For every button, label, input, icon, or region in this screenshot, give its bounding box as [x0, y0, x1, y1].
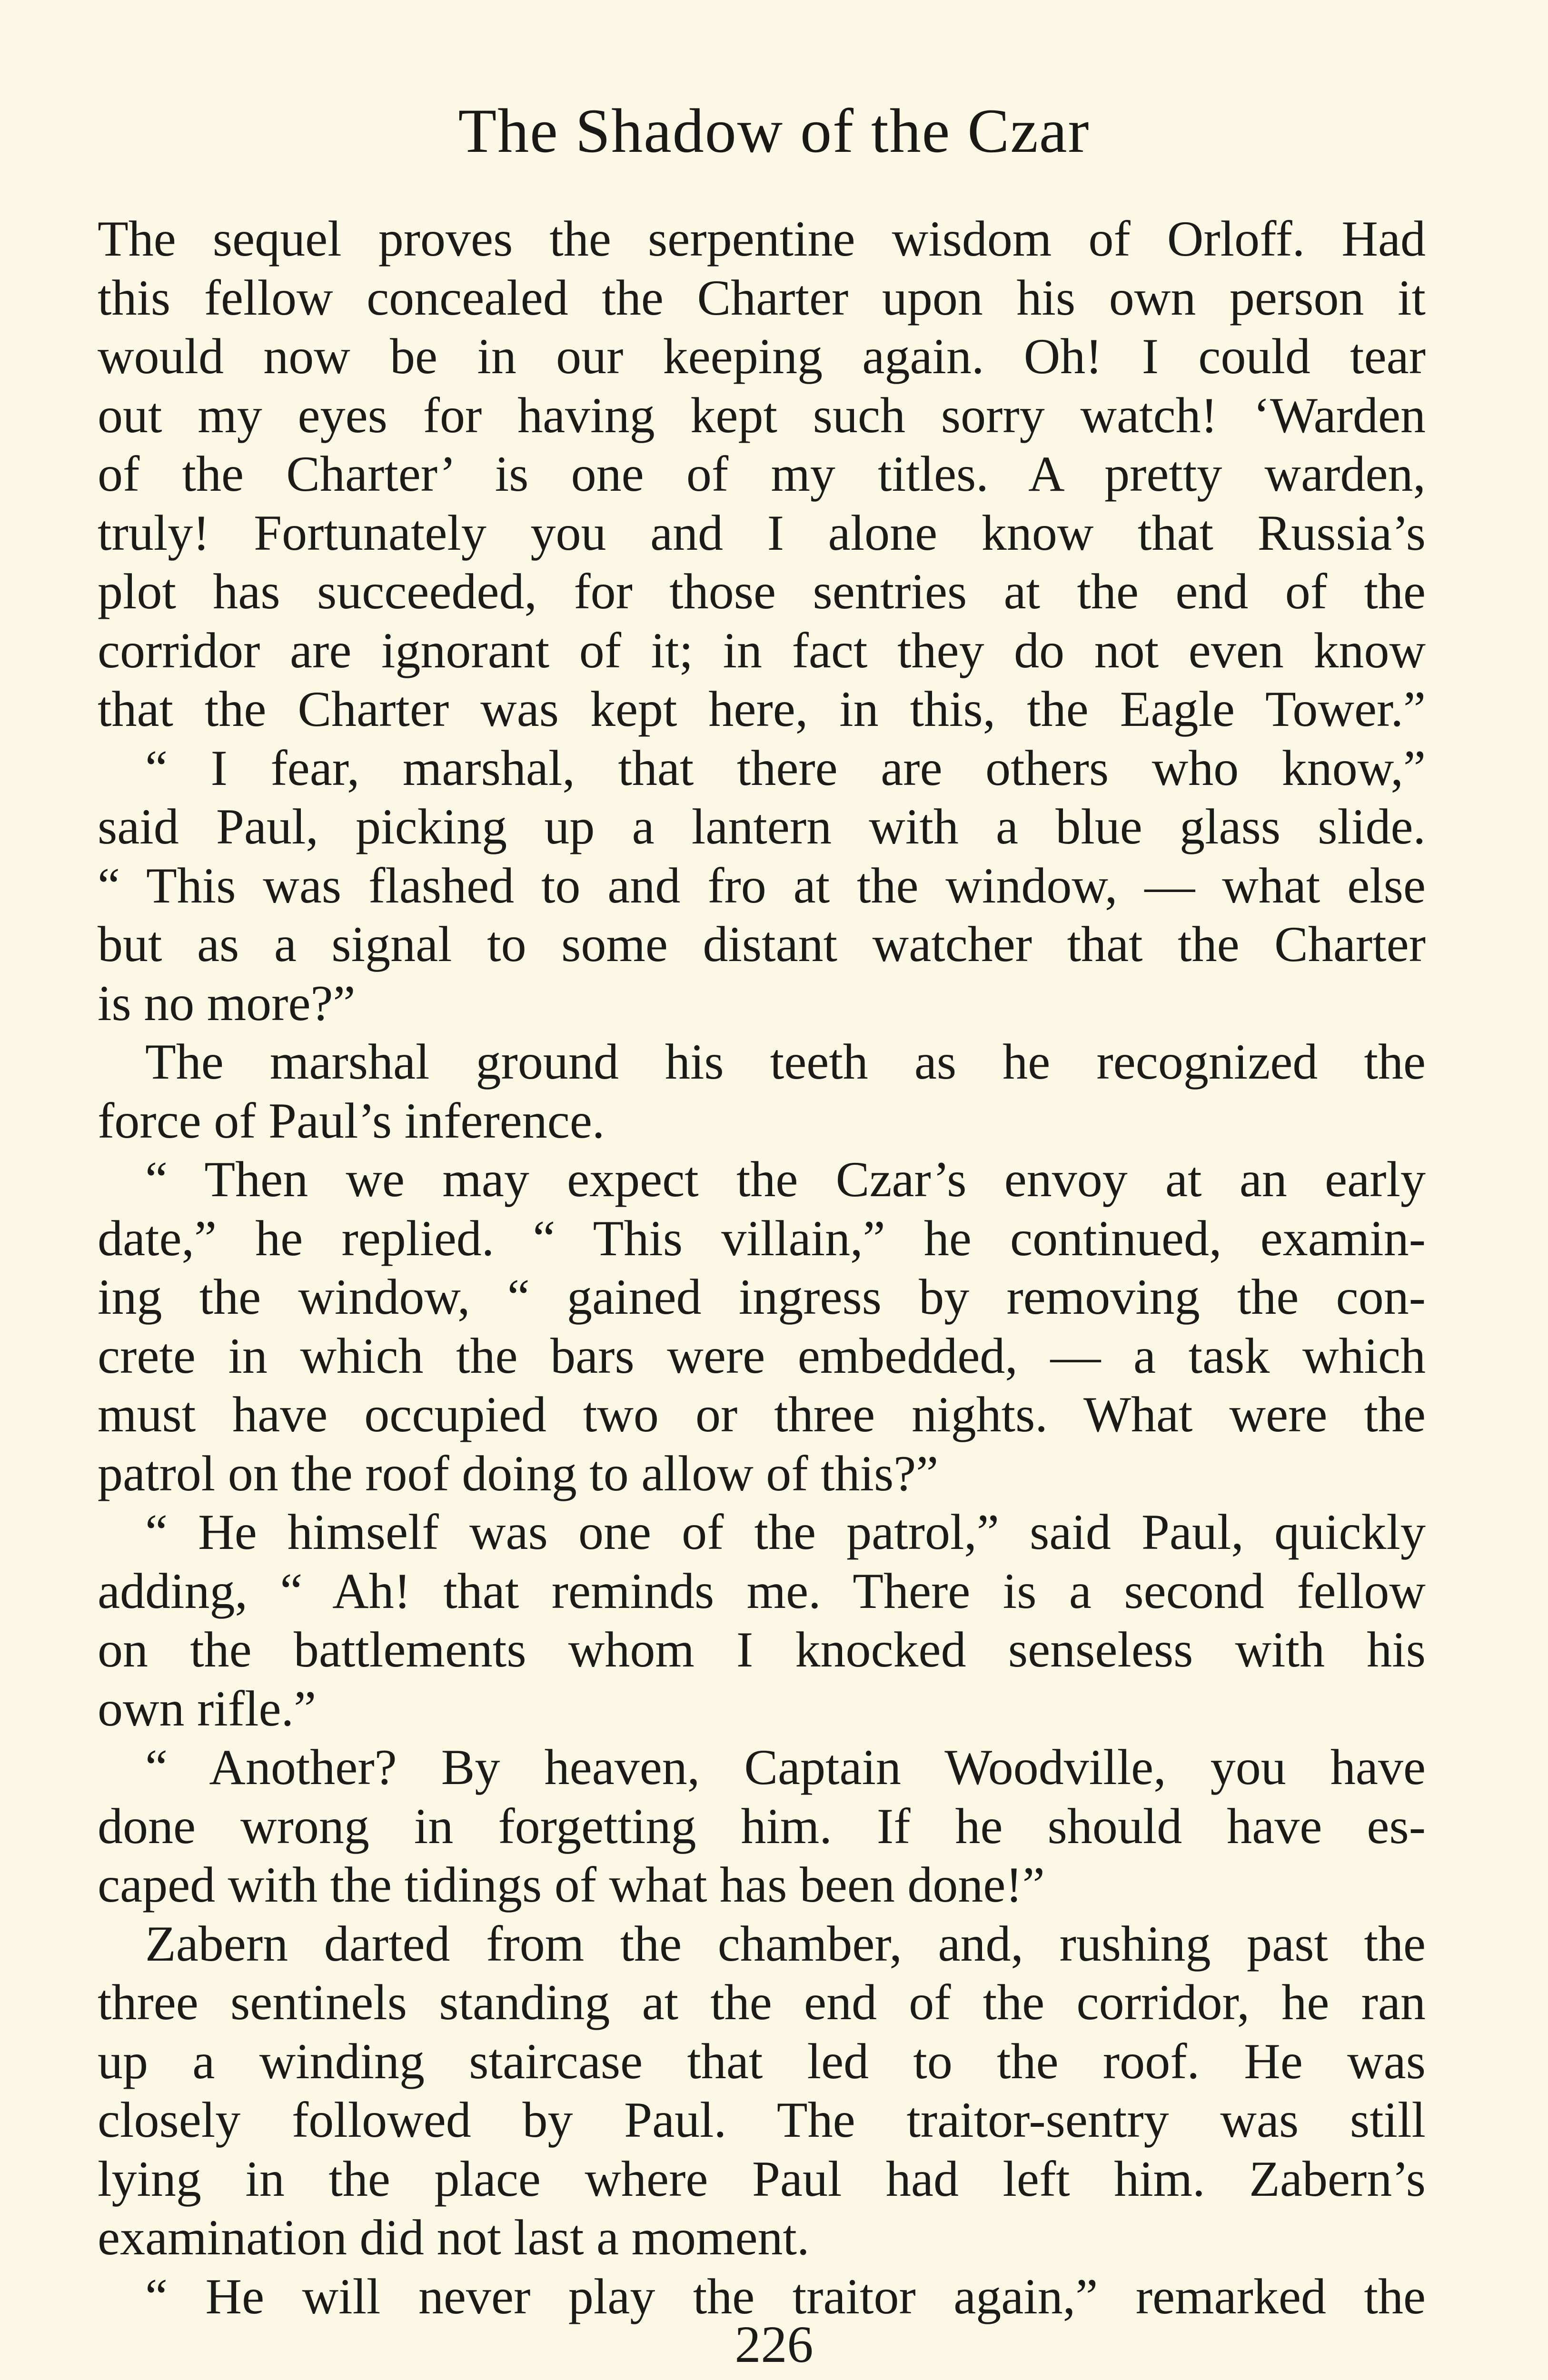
- text-line: plot has succeeded, for those sentries at the end of the: [98, 564, 1426, 619]
- text-line: lying in the place where Paul had left him. Zabern’s: [98, 2151, 1426, 2207]
- text-line: “ Then we may expect the Czar’s envoy at an early: [145, 1151, 1426, 1207]
- text-line: “ He will never play the traitor again,” remarked the: [145, 2268, 1426, 2324]
- body-text: [98, 209, 1426, 2326]
- text-line: closely followed by Paul. The traitor-sentry was still: [98, 2092, 1426, 2148]
- text-line: patrol on the roof doing to allow of this?”: [98, 1445, 939, 1501]
- text-line: on the battlements whom I knocked senseless with his: [98, 1622, 1426, 1677]
- text-line: ing the window, “ gained ingress by removing the con-: [98, 1269, 1426, 1325]
- text-line: said Paul, picking up a lantern with a blue glass slide.: [98, 799, 1426, 854]
- text-line: The sequel proves the serpentine wisdom of Orloff. Had: [98, 211, 1426, 267]
- text-line: “ This was flashed to and fro at the window, — what else: [98, 857, 1426, 913]
- text-line: of the Charter’ is one of my titles. A pretty warden,: [98, 446, 1426, 502]
- text-line: examination did not last a moment.: [98, 2210, 810, 2265]
- text-line: must have occupied two or three nights. What were the: [98, 1387, 1426, 1442]
- text-line: “ He himself was one of the patrol,” said Paul, quickly: [145, 1504, 1426, 1560]
- text-line: truly! Fortunately you and I alone know that Russia’s: [98, 505, 1426, 561]
- text-line: own rifle.”: [98, 1680, 317, 1736]
- text-line: done wrong in forgetting him. If he should have es-: [98, 1798, 1426, 1854]
- text-line: caped with the tidings of what has been done!”: [98, 1857, 1045, 1913]
- text-line: up a winding staircase that led to the roof. He was: [98, 2033, 1426, 2089]
- page-number: 226: [734, 2315, 814, 2373]
- text-line: would now be in our keeping again. Oh! I could tear: [98, 328, 1426, 384]
- text-line: force of Paul’s inference.: [98, 1092, 605, 1149]
- text-line: date,” he replied. “ This villain,” he continued, examin-: [98, 1210, 1426, 1266]
- text-line: out my eyes for having kept such sorry watch! ‘Warden: [98, 387, 1426, 443]
- text-line: that the Charter was kept here, in this, the Eagle Tower.”: [98, 681, 1426, 737]
- text-line: The marshal ground his teeth as he recognized the: [145, 1034, 1426, 1090]
- text-line: “ I fear, marshal, that there are others who know,”: [145, 740, 1426, 796]
- text-line: but as a signal to some distant watcher that the Charter: [98, 916, 1426, 972]
- text-line: “ Another? By heaven, Captain Woodville, you have: [145, 1739, 1426, 1795]
- text-line: Zabern darted from the chamber, and, rushing past the: [145, 1915, 1426, 1972]
- text-line: corridor are ignorant of it; in fact they do not even know: [98, 622, 1426, 678]
- text-line: three sentinels standing at the end of the corridor, he ran: [98, 1974, 1426, 2030]
- text-line: is no more?”: [98, 975, 356, 1031]
- text-line: crete in which the bars were embedded, — a task which: [98, 1328, 1426, 1384]
- text-line: this fellow concealed the Charter upon his own person it: [98, 269, 1426, 326]
- text-line: adding, “ Ah! that reminds me. There is a second fellow: [98, 1563, 1426, 1619]
- running-head: The Shadow of the Czar: [458, 96, 1090, 166]
